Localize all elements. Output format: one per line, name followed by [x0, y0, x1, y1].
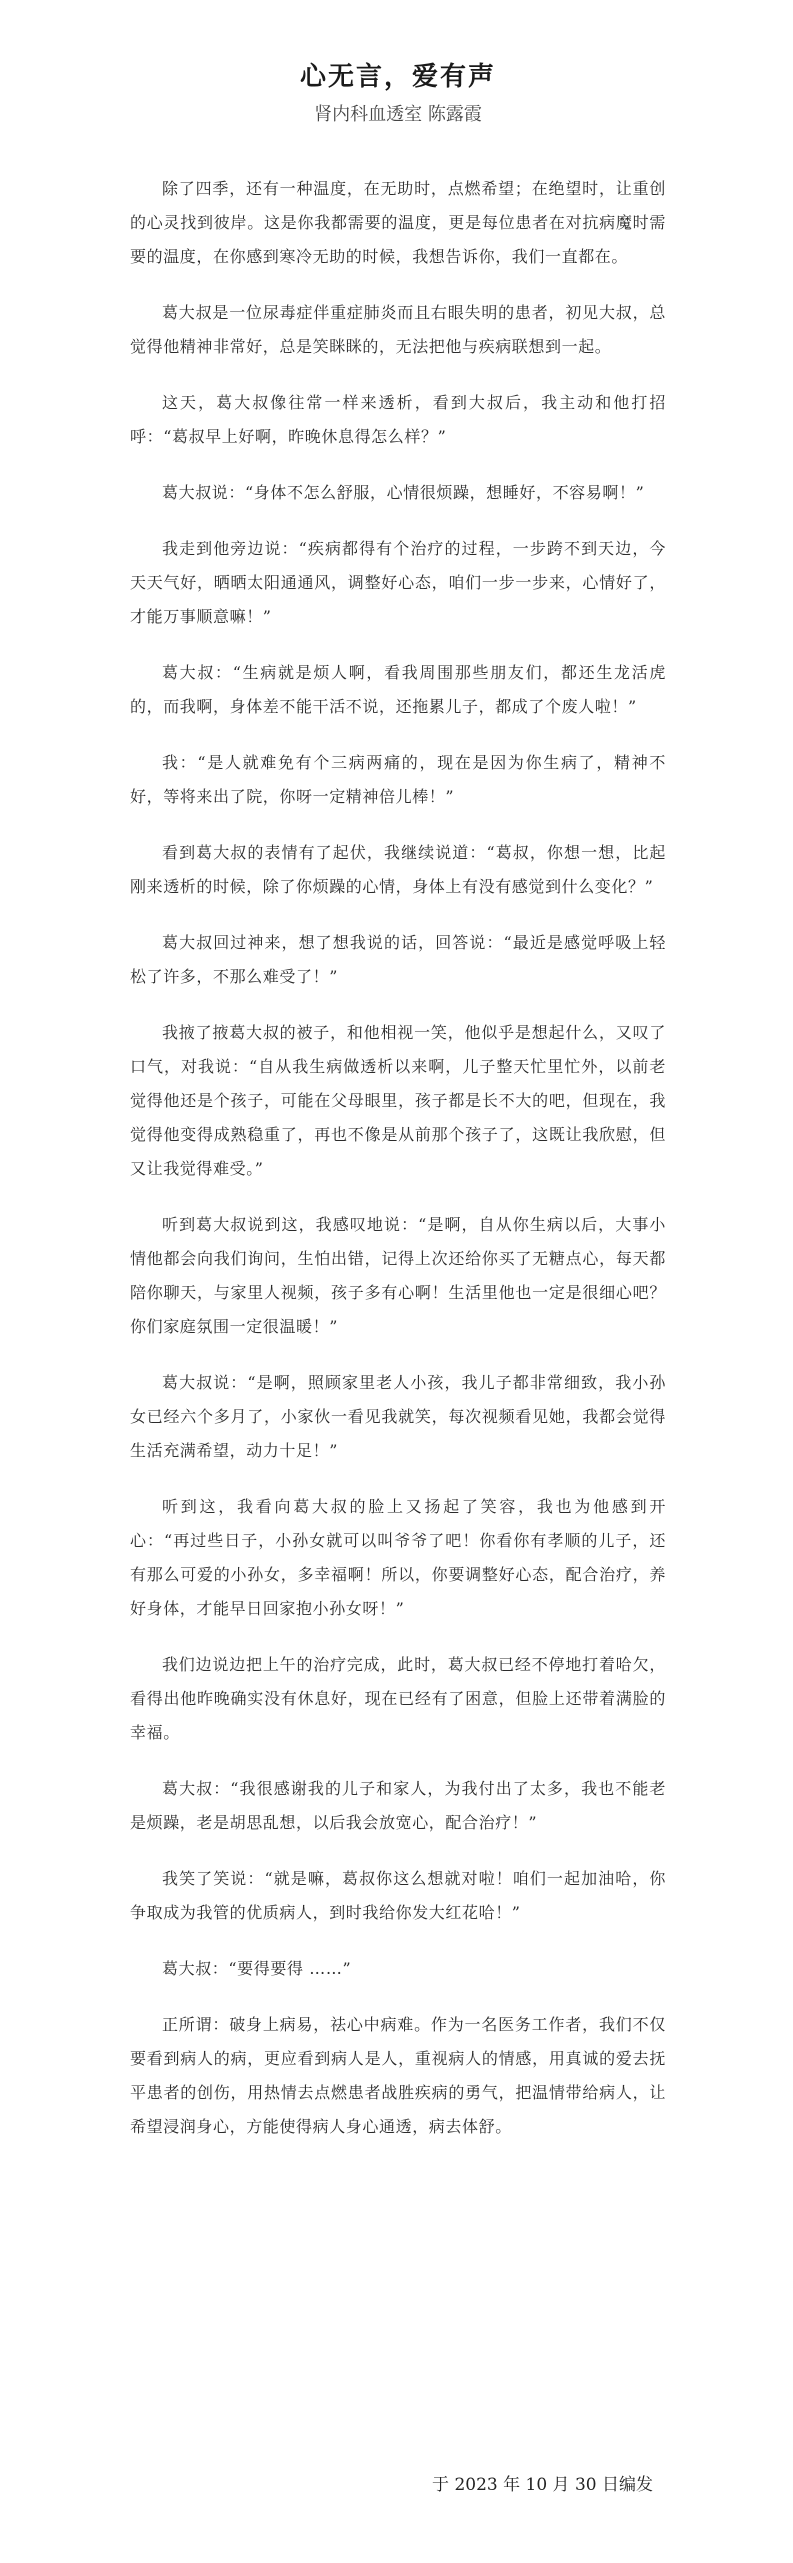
- paragraph: 葛大叔说：“是啊，照顾家里老人小孩，我儿子都非常细致，我小孙女已经六个多月了，小家伙一看见我就笑，每次视频看见她，我都会觉得生活充满希望，动力十足！”: [130, 1373, 666, 1460]
- paragraph: 除了四季，还有一种温度，在无助时，点燃希望；在绝望时，让重创的心灵找到彼岸。这是你我都需要的温度，更是每位患者在对抗病魔时需要的温度，在你感到寒冷无助的时候，我想告诉你，我们一直都在。: [130, 179, 666, 266]
- paragraph: 我笑了笑说：“就是嘛，葛叔你这么想就对啦！咱们一起加油哈，你争取成为我管的优质病人，到时我给你发大红花哈！”: [130, 1869, 666, 1922]
- paragraph: 葛大叔回过神来，想了想我说的话，回答说：“最近是感觉呼吸上轻松了许多，不那么难受了！”: [130, 933, 666, 986]
- paragraph: 葛大叔：“我很感谢我的儿子和家人，为我付出了太多，我也不能老是烦躁，老是胡思乱想，以后我会放宽心，配合治疗！”: [130, 1779, 666, 1832]
- paragraph: 葛大叔：“要得要得 ……”: [162, 1959, 352, 1978]
- paragraph: 这天，葛大叔像往常一样来透析，看到大叔后，我主动和他打招呼：“葛叔早上好啊，昨晚休息得怎么样？”: [130, 393, 666, 446]
- paragraph: 我们边说边把上午的治疗完成，此时，葛大叔已经不停地打着哈欠，看得出他昨晚确实没有休息好，现在已经有了困意，但脸上还带着满脸的幸福。: [130, 1655, 666, 1742]
- paragraph: 我：“是人就难免有个三病两痛的，现在是因为你生病了，精神不好，等将来出了院，你呀一定精神倍儿棒！”: [130, 753, 666, 806]
- paragraph: 我走到他旁边说：“疾病都得有个治疗的过程，一步跨不到天边，今天天气好，晒晒太阳通通风，调整好心态，咱们一步一步来，心情好了，才能万事顺意嘛！”: [130, 539, 666, 626]
- article-byline: 肾内科血透室 陈露霞: [314, 104, 482, 125]
- paragraph: 葛大叔说：“身体不怎么舒服，心情很烦躁，想睡好，不容易啊！”: [162, 483, 645, 502]
- article-body: [130, 172, 666, 2144]
- publish-date: 于 2023 年 10 月 30 日编发: [432, 2475, 653, 2495]
- paragraph: 听到这，我看向葛大叔的脸上又扬起了笑容，我也为他感到开心：“再过些日子，小孙女就可以叫爷爷了吧！你看你有孝顺的儿子，还有那么可爱的小孙女，多幸福啊！所以，你要调整好心态，配合治疗，养好身体，才能早日回家抱小孙女呀！”: [130, 1497, 666, 1618]
- paragraph: 我掖了掖葛大叔的被子，和他相视一笑，他似乎是想起什么，又叹了口气，对我说：“自从我生病做透析以来啊，儿子整天忙里忙外，以前老觉得他还是个孩子，可能在父母眼里，孩子都是长不大的吧，但现在，我觉得他变得成熟稳重了，再也不像是从前那个孩子了，这既让我欣慰，但又让我觉得难受。”: [130, 1023, 666, 1178]
- paragraph: 看到葛大叔的表情有了起伏，我继续说道：“葛叔，你想一想，比起刚来透析的时候，除了你烦躁的心情，身体上有没有感觉到什么变化？”: [130, 843, 666, 896]
- paragraph: 葛大叔：“生病就是烦人啊，看我周围那些朋友们，都还生龙活虎的，而我啊，身体差不能干活不说，还拖累儿子，都成了个废人啦！”: [130, 663, 666, 716]
- paragraph: 听到葛大叔说到这，我感叹地说：“是啊，自从你生病以后，大事小情他都会向我们询问，生怕出错，记得上次还给你买了无糖点心，每天都陪你聊天，与家里人视频，孩子多有心啊！生活里他也一定是很细心吧？你们家庭氛围一定很温暖！”: [130, 1215, 666, 1336]
- paragraph: 正所谓：破身上病易，祛心中病难。作为一名医务工作者，我们不仅要看到病人的病，更应看到病人是人，重视病人的情感，用真诚的爱去抚平患者的创伤，用热情去点燃患者战胜疾病的勇气，把温情带给病人，让希望浸润身心，方能使得病人身心通透，病去体舒。: [130, 2015, 666, 2136]
- paragraph: 葛大叔是一位尿毒症伴重症肺炎而且右眼失明的患者，初见大叔，总觉得他精神非常好，总是笑眯眯的，无法把他与疾病联想到一起。: [130, 303, 666, 356]
- article-title: 心无言，爱有声: [299, 62, 496, 92]
